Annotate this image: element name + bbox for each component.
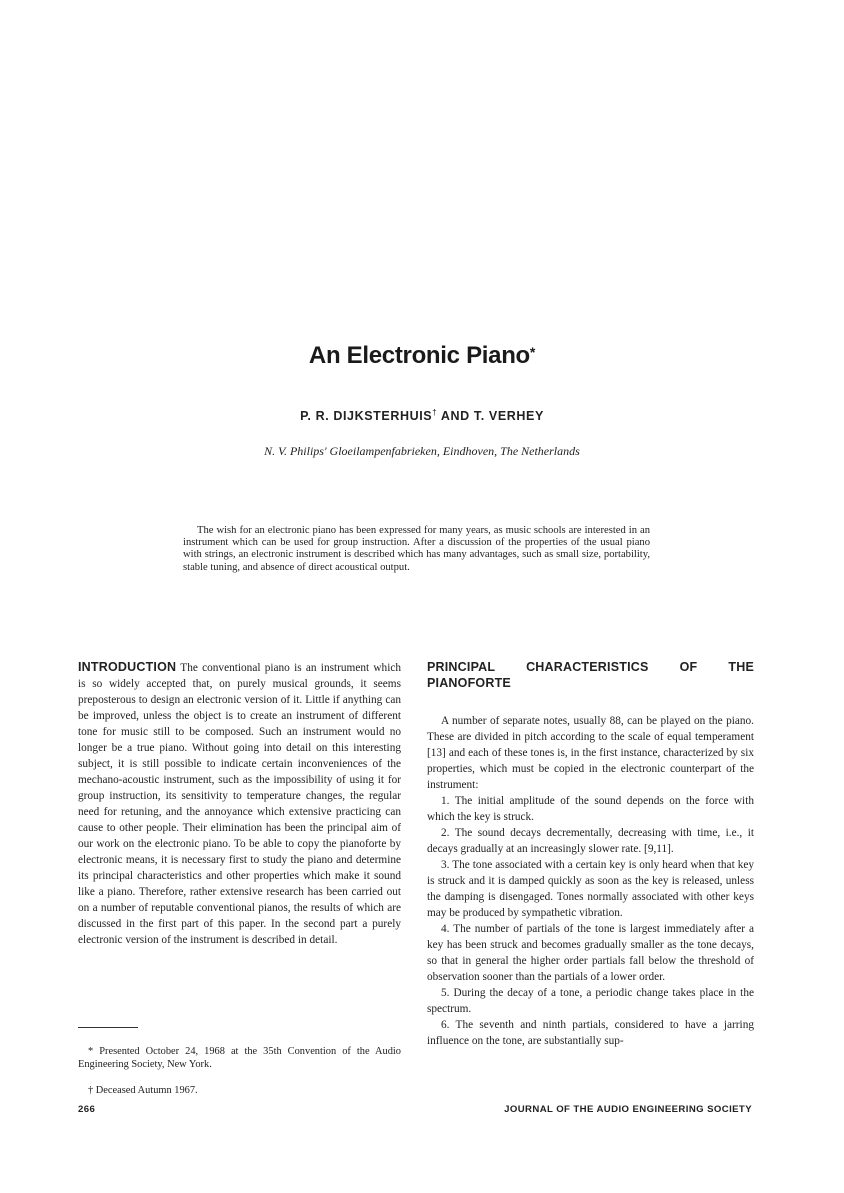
author-joiner: AND — [440, 409, 470, 424]
author-footnote-mark: † — [432, 408, 438, 417]
list-item: 4. The number of partials of the tone is largest immediately after a key has been struck and becomes gradually smaller as the tone decays, so that in general the higher order partials fall below the threshold of observation sooner than the partials of a lower order. — [427, 923, 754, 983]
list-item: 1. The initial amplitude of the sound depends on the force with which the key is struck. — [427, 795, 754, 823]
footnote-presented: * Presented October 24, 1968 at the 35th Convention of the Audio Engineering Society, New York. — [78, 1046, 401, 1070]
journal-name: JOURNAL OF THE AUDIO ENGINEERING SOCIETY — [504, 1104, 752, 1115]
footnote-divider — [78, 1027, 138, 1028]
principal-intro: A number of separate notes, usually 88, can be played on the piano. These are divided in pitch according to the scale of equal temperament [13] and each of these tones is, in the first instance, characterized by six properties, which must be copied in the electronic counterpart of the instrument: — [427, 715, 754, 791]
right-column — [427, 659, 754, 1049]
principal-characteristics-heading: PRINCIPAL CHARACTERISTICS OF THE PIANOFORTE — [427, 660, 754, 690]
list-item: 5. During the decay of a tone, a periodic change takes place in the spectrum. — [427, 987, 754, 1015]
properties-list — [427, 793, 754, 1049]
page-number: 266 — [78, 1104, 96, 1115]
introduction-heading: INTRODUCTION — [78, 660, 177, 674]
author-second: T. VERHEY — [473, 409, 544, 424]
introduction-section — [78, 659, 401, 948]
title-text: An Electronic Piano — [308, 342, 530, 370]
affiliation: N. V. Philips' Gloeilampenfabrieken, Eindhoven, The Netherlands — [264, 444, 580, 458]
left-column — [78, 659, 401, 948]
list-item: 2. The sound decays decrementally, decreasing with time, i.e., it decays gradually at an increasingly slower rate. [9,11]. — [427, 827, 754, 855]
footnote-deceased: † Deceased Autumn 1967. — [88, 1085, 198, 1097]
title-footnote-mark: * — [529, 344, 536, 361]
list-item: 6. The seventh and ninth partials, considered to have a jarring influence on the tone, are substantially sup- — [427, 1019, 754, 1047]
author-line — [0, 408, 844, 423]
introduction-body: The conventional piano is an instrument which is so widely accepted that, on purely musical grounds, it seems preposterous to design an electronic version of it. Little if anything can be improved, unless the object is to create an instrument of different tone for music still to be composed. Such an instrument would no longer be a true piano. Without going into detail on this interesting subject, it is still possible to indicate certain inconveniences of the mechano-acoustic instrument, such as the impossibility of using it for group instruction, its sensitivity to temperature changes, the regular need for retuning, and the annoyance which extensive practicing can cause to other people. Their elimination has been the principal aim of our work on the electronic piano. To be able to copy the pianoforte by electronic means, it is necessary first to study the piano and determine its principal characteristics and other properties which make it sound like a piano. Therefore, rather extensive research has been carried out on a number of reputable conventional pianos, the results of which are discussed in the first part of this paper. In the second part a purely electronic version of the instrument is described in detail. — [78, 662, 401, 946]
abstract: The wish for an electronic piano has been expressed for many years, as music schools are interested in an instrument which can be used for group instruction. After a discussion of the properties of the usual piano with strings, an electronic instrument is described which has many advantages, such as small size, portability, stable tuning, and absence of direct acoustical output. — [183, 524, 650, 573]
author-first: P. R. DIJKSTERHUIS — [300, 409, 433, 424]
paper-title — [0, 342, 844, 370]
list-item: 3. The tone associated with a certain key is only heard when that key is struck and it is damped quickly as soon as the key is released, unless the damping is disengaged. Tones normally associated with other keys may be produced by sympathetic vibration. — [427, 859, 754, 919]
